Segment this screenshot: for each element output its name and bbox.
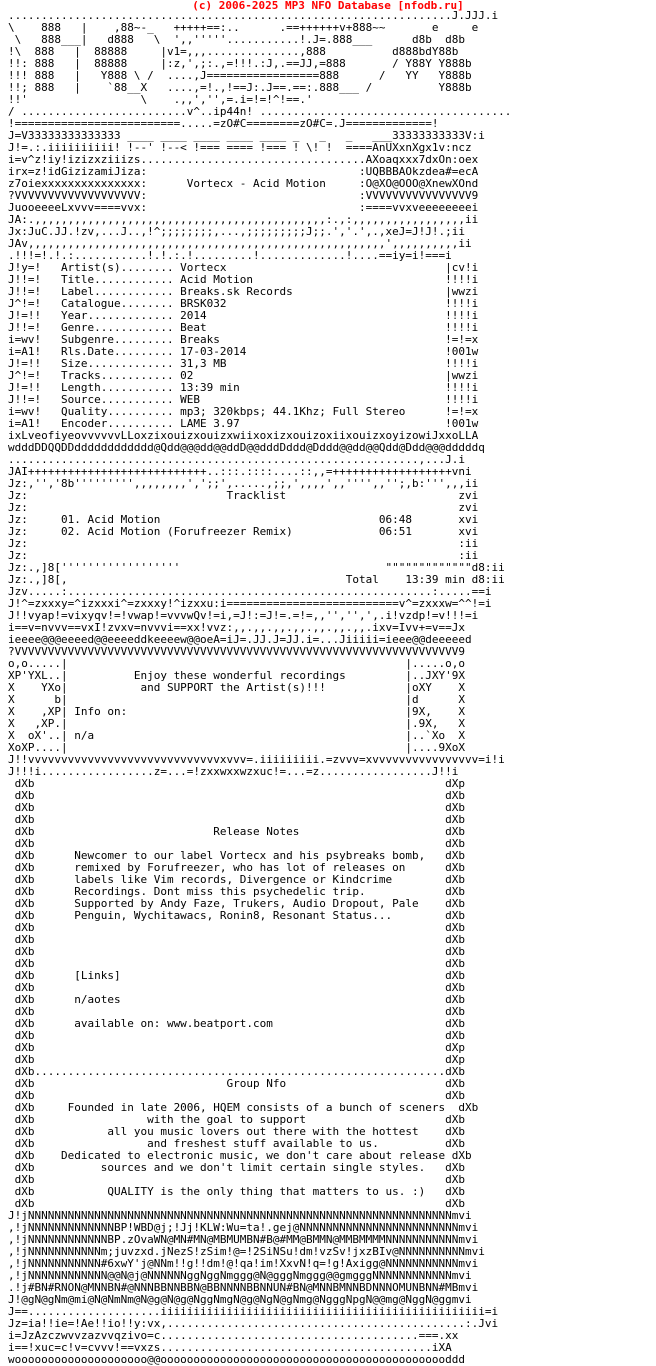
page-title: (c) 2006-2025 MP3 NFO Database [nfodb.ru]	[192, 0, 464, 12]
nfo-line: ?VVVVVVVVVVVVVVVVVVVVVVVVVVVVVVVVVVVVVVVVVVVVVVVVVVVVVVVVVVVVVVVVVVV9	[8, 645, 465, 658]
nfo-line: Jzv.....:.......................................................:.....==i	[8, 585, 492, 598]
nfo-line: Jz=ia!!ie=!Ae!!io!!y:vx,.............................................:.Jvi	[8, 1317, 499, 1330]
nfo-line: Jz: 02. Acid Motion (Forufreezer Remix) 06:51 xvi	[8, 525, 479, 538]
nfo-line: dXb dXb	[8, 957, 465, 970]
nfo-line: ,!jNNNNNNNNNNN#6xwY'j@NNm!!g!!dm!@!qa!im!XxvN!q=!g!Axigg@NNNNNNNNNNNmvi	[8, 1257, 479, 1270]
nfo-line: dXb Supported by Andy Faze, Trukers, Audio Dropout, Pale dXb	[8, 897, 465, 910]
nfo-line: J!!!i.................z=...=!zxxwxxwzxuc!=...=z.................J!!i	[8, 765, 459, 778]
nfo-line: J!!=! Label............ Breaks.sk Records |wwzi	[8, 285, 479, 298]
nfo-line: J!=!! Size............. 31,3 MB !!!!i	[8, 357, 479, 370]
nfo-line: dXb and freshest stuff available to us. dXb	[8, 1137, 465, 1150]
nfo-line: X oX'..| n/a |..`Xo X	[8, 729, 465, 742]
nfo-line: JA:.,,,,,,,,,,,,,,,,,,,,,,,,,,,,,,,,,,,,,,,,,,,,:.,:,,,,,,,,,,,,,,,,,ii	[8, 213, 479, 226]
nfo-line: dXb dXb	[8, 813, 465, 826]
nfo-line: i=A1! Rls.Date......... 17-03-2014 !001w	[8, 345, 479, 358]
nfo-line: X YXo| and SUPPORT the Artist(s)!!! |oXY X	[8, 681, 465, 694]
nfo-line: Jz: zvi	[8, 501, 479, 514]
nfo-line: dXb [Links] dXb	[8, 969, 465, 982]
nfo-line: dXb dXb	[8, 1197, 465, 1210]
nfo-line: J!=!! Length........... 13:39 min !!!!i	[8, 381, 479, 394]
nfo-line: Jz: 01. Acid Motion 06:48 xvi	[8, 513, 479, 526]
nfo-line: ,!jNNNNNNNNNNNN@@N@j@NNNNNNggNggNmggg@N@gggNmggg@@gmgggNNNNNNNNNNNNmvi	[8, 1269, 472, 1282]
nfo-line: JAv,,,,,,,,,,,,,,,,,,,,,,,,,,,,,,,,,,,,,,,,,,,,,,,,,,,,,,',,,,,,,,,,ii	[8, 237, 472, 250]
nfo-line: dXb Founded in late 2006, HQEM consists of a bunch of sceners dXb	[8, 1101, 479, 1114]
nfo-line: dXb dXb	[8, 933, 465, 946]
nfo-line: dXb remixed by Forufreezer, who has lot of releases on dXb	[8, 861, 465, 874]
nfo-line: i=wv! Quality.......... mp3; 320kbps; 44.1Khz; Full Stereo !=!=x	[8, 405, 479, 418]
nfo-line: X ,XP| Info on: |9X, X	[8, 705, 465, 718]
nfo-line: ?VVVVVVVVVVVVVVVVVVV: :VVVVVVVVVVVVVVVV9	[8, 189, 479, 202]
nfo-line: Jz: :ii	[8, 537, 479, 550]
nfo-line: JAI+++++++++++++++++++++++++++..:::.::::....::,,=++++++++++++++++++vni	[8, 465, 472, 478]
nfo-line: Jz: :ii	[8, 549, 479, 562]
nfo-line: dXb Recordings. Dont miss this psychedelic trip. dXb	[8, 885, 465, 898]
nfo-line: dXb dXb	[8, 921, 465, 934]
nfo-line: dXb dXb	[8, 801, 465, 814]
nfo-line: J!=.:.iiiiiiiiii! !--' !--< !=== ==== !=== ! \! ! ====AnUXxnXgx1v:ncz	[8, 141, 472, 154]
nfo-line: dXb dXb	[8, 981, 465, 994]
nfo-line: J==....................iiiiiiiiiiiiiiiiiiiiiiiiiiiiiiiiiiiiiiiiiiiiiiiii=i	[8, 1305, 499, 1318]
nfo-line: Jz: Tracklist zvi	[8, 489, 479, 502]
nfo-line: J!=!! Year............. 2014 !!!!i	[8, 309, 479, 322]
nfo-line: J!y=! Artist(s)........ Vortecx |cv!i	[8, 261, 479, 274]
nfo-line: X b| |d X	[8, 693, 465, 706]
nfo-line: dXb dXb	[8, 837, 465, 850]
nfo-document	[8, 10, 511, 1366]
nfo-line: !!: 888 | 88888 |:z,',;:.,=!!!.:J,.==JJ,=888 / Y88Y Y888b	[8, 57, 472, 70]
nfo-line: dXb dXb	[8, 789, 465, 802]
nfo-line: dXb sources and we don't limit certain single styles. dXb	[8, 1161, 465, 1174]
nfo-line: J^!=! Catalogue........ BRSK032 !!!!i	[8, 297, 479, 310]
nfo-line: dXb..............................................................dXb	[8, 1065, 465, 1078]
nfo-line: dXb Penguin, Wychitawacs, Ronin8, Resonant Status... dXb	[8, 909, 465, 922]
nfo-line: Jz:.,]8['''''''''''''''''' """""""""""""d8:ii	[8, 561, 505, 574]
nfo-line: dXb all you music lovers out there with the hottest dXb	[8, 1125, 465, 1138]
nfo-line: J!!vvvvvvvvvvvvvvvvvvvvvvvvvvvvvxvvv=.iiiiiiiii.=zvvv=xvvvvvvvvvvvvvvvv=i!i	[8, 753, 505, 766]
nfo-line: J=V33333333333333 ____ ____ ____ ____ ____ _ _ _ ___33333333333V:i	[8, 129, 485, 142]
nfo-line: Jz:,'','8b''''''''',,,,,,,,',';;',.....,;;,',,,,',,'''',,'';,b:''',,,ii	[8, 477, 479, 490]
nfo-line: J!@gN@gNm@mi@N@NmNm@N@g@N@g@NggNmgN@g@NgN@gNmg@NgggNpgN@@mg@NggN@ggmvi	[8, 1293, 472, 1306]
nfo-line: JuooeeeeLxvvv====vvx: :====vvxveeeeeeeei	[8, 201, 479, 214]
nfo-line: dXb Release Notes dXb	[8, 825, 465, 838]
nfo-line: ,!jNNNNNNNNNNNNBP.zOvaWN@MN#MN@MBMUMBN#B@#MM@BMMN@MMBMMMMNNNNNNNNNNNmvi	[8, 1233, 479, 1246]
nfo-line: dXb dXp	[8, 777, 465, 790]
nfo-line: ...................................................................J.JJJ.i	[8, 9, 499, 22]
nfo-line: dXb Newcomer to our label Vortecx and his psybreaks bomb, dXb	[8, 849, 465, 862]
nfo-line: o,o.....| |.....o,o	[8, 657, 465, 670]
nfo-line: J!^=zxxxy=^izxxxi^=zxxxy!^izxxu:i==========================v^=zxxxw=^^!=i	[8, 597, 492, 610]
nfo-line: \ 888 | ,88~-_ +++++==:.. .==++++++v+888~~ e e	[8, 21, 479, 34]
nfo-line: !!' \ .,,','',=.i=!=!^!==.'	[8, 93, 313, 106]
nfo-line: dXb available on: www.beatport.com dXb	[8, 1017, 465, 1030]
nfo-line: J!!vyap!=vixyqv!=!vwap!=vvvwQv!=i,=J!:=J!=.=!=,,'','',',.i!vzdp!=v!!!=i	[8, 609, 479, 622]
nfo-line: i=wv! Subgenre......... Breaks !=!=x	[8, 333, 479, 346]
nfo-line: dXb dXb	[8, 945, 465, 958]
nfo-line: dXb Dedicated to electronic music, we don't care about release dXb	[8, 1149, 472, 1162]
nfo-line: J!!=! Genre............ Beat !!!!i	[8, 321, 479, 334]
nfo-line: ..............................................................,...J.i	[8, 453, 465, 466]
nfo-line: .!!!=!.!.:...........!.!.:.!.........!.............!....==iy=i!===i	[8, 249, 452, 262]
nfo-line: ieeee@@@eeeed@@eeeeddkeeeew@@oeA=iJ=.JJ.J=JJ.i=...Jiiiii=ieee@@deeeeed	[8, 633, 472, 646]
nfo-line: dXb dXb	[8, 1173, 465, 1186]
nfo-line: X ,XP.| |.9X, X	[8, 717, 465, 730]
nfo-line: dXb QUALITY is the only thing that matters to us. :) dXb	[8, 1185, 465, 1198]
nfo-line: / .........................v^..ip44n! ......................................	[8, 105, 512, 118]
nfo-line: ixLveofiyeovvvvvvLLoxzixouizxouizxwiixoxizxouizoxiixouizxoyizowiJxxoLLA	[8, 429, 479, 442]
nfo-line: dXb dXb	[8, 1029, 465, 1042]
nfo-line: XoXP....| |....9XoX	[8, 741, 465, 754]
nfo-line: dXb dXp	[8, 1053, 465, 1066]
nfo-line: irx=z!idGizizamiJiza: :UQBBBAOkzdea#=ecA	[8, 165, 479, 178]
nfo-line: Jz:.,]8[, Total 13:39 min d8:ii	[8, 573, 505, 586]
nfo-line: dXb dXp	[8, 1041, 465, 1054]
nfo-line: dXb with the goal to support dXb	[8, 1113, 465, 1126]
nfo-line: i=v^z!iy!izizxziiizs..................................AXoaqxxx7dxOn:oex	[8, 153, 479, 166]
nfo-line: dXb Group Nfo dXb	[8, 1077, 465, 1090]
nfo-line: dXb dXb	[8, 1005, 465, 1018]
nfo-line: Jx:JuC.JJ.!zv,...J..,!^;;;;;;;;,...,;;;;;;;;;J;;.','.',.,xeJ=J!J!.;ii	[8, 225, 465, 238]
nfo-line: i==!xuc=c!v=cvvv!==vxzs.........................................iXA	[8, 1341, 452, 1354]
nfo-line: J^!=! Tracks........... 02 |wwzi	[8, 369, 479, 382]
nfo-line: i=A1! Encoder.......... LAME 3.97 !001w	[8, 417, 479, 430]
nfo-line: .!j#BN#RNON@MNNBN#@NNNBBNNBBN@BBNNNNBBNNUN#BN@MNNBMNNBDNNNOMUNBNN#MBmvi	[8, 1281, 479, 1294]
nfo-line: dXb dXb	[8, 1089, 465, 1102]
nfo-line: wdddDDQQDDdddddddddddd@Qdd@@@dd@@ddD@@dddDddd@Dddd@@dd@@Qdd@Ddd@@@dddddq	[8, 441, 485, 454]
nfo-line: !\ 888 | 88888 |v1=,,,..............,888 d888bdY88b	[8, 45, 459, 58]
nfo-line: !=========================.....=zO#C========zO#C=.J=============!	[8, 117, 439, 130]
nfo-line: !!! 888 | Y888 \ / ....,J=================888 / YY Y888b	[8, 69, 472, 82]
nfo-line: dXb n/aotes dXb	[8, 993, 465, 1006]
nfo-line: dXb labels like Vim records, Divergence or Kindcrime dXb	[8, 873, 465, 886]
nfo-line: ,!jNNNNNNNNNNNm;juvzxd.jNezS!zSim!@=!2SiNSu!dm!vzSv!jxzBIv@NNNNNNNNNNmvi	[8, 1245, 485, 1258]
nfo-line: XP'YXL..| Enjoy these wonderful recordings |..JXY'9X	[8, 669, 465, 682]
nfo-line: z7oiexxxxxxxxxxxxxxx: Vortecx - Acid Motion :O@XO@OOO@XnewXOnd	[8, 177, 479, 190]
nfo-line: J!!=! Source........... WEB !!!!i	[8, 393, 479, 406]
nfo-line: i=JzAzczwvvzazvvqzivo=c.......................................===.xx	[8, 1329, 459, 1342]
nfo-line: J!!=! Title............ Acid Motion !!!!i	[8, 273, 479, 286]
nfo-line: woooooooooooooooooooo@@oooooooooooooooooooooooooooooooooooooooooooddd	[8, 1353, 465, 1366]
nfo-line: \ 888___| d888 \ ',,'''''...........!.J=.888___ d8b d8b	[8, 33, 465, 46]
nfo-line: !!; 888 | `88__X ....,=!.,!==J:.J==.==:.888___ / Y888b	[8, 81, 472, 94]
nfo-line: J!jNNNNNNNNNNNNNNNNNNNNNNNNNNNNNNNNNNNNNNNNNNNNNNNNNNNNNNNNNNNNNNNNmvi	[8, 1209, 472, 1222]
nfo-line: ,!jNNNNNNNNNNNNNBP!WBD@j;!Jj!KLW:Wu=ta!.gej@NNNNNNNNNNNNNNNNNNNNNNNNmvi	[8, 1221, 479, 1234]
nfo-line: i==v=nvvv==vxI!zvxv=nvvvi==xx!vvz:,,.,,.,,.,,.,,.,,.,,.ixv=Ivv+=v==Jx	[8, 621, 465, 634]
